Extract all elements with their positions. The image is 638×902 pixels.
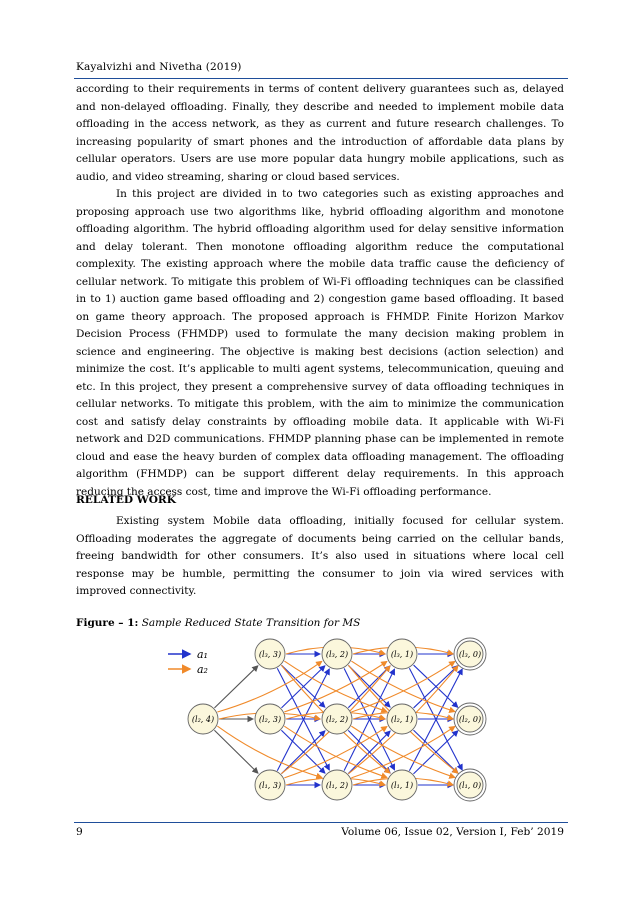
- svg-text:(l₁, 1): (l₁, 1): [390, 781, 414, 790]
- svg-text:(l₃, 3): (l₃, 3): [258, 650, 282, 659]
- volume-info: Volume 06, Issue 02, Version I, Feb’ 2019: [341, 826, 564, 838]
- node-l3-0: [454, 638, 486, 670]
- svg-text:(l₁, 2): (l₁, 2): [325, 781, 349, 790]
- svg-text:(l₃, 2): (l₃, 2): [325, 650, 349, 659]
- node-l1-2: [322, 770, 352, 800]
- node-l2-4: [188, 704, 218, 734]
- svg-text:(l₂, 4): (l₂, 4): [191, 715, 215, 724]
- svg-text:(l₂, 0): (l₂, 0): [458, 715, 482, 724]
- paragraph-2: In this project are divided in to two categories such as existing approaches and proposing approach use two algorithms like, hybrid offloading algorithm and monotone offloading algorithm. The hybrid offloading algorithm used for delay sensitive information and delay tolerant. Then monotone offloading algorithm reduce the computational complexity. The existing approach where the mobile data traffic cause the deficiency of cellular network. To mitigate this problem of Wi-Fi offloading techniques can be classified in to 1) auction game based offloading and 2) congestion game based offloading. It based on game theory approach. The proposed approach is FHMDP. Finite Horizon Markov Decision Process (FHMDP) used to formulate the many decision making problem in science and engineering. The objective is making best decisions (action selection) and minimize the cost. It’s applicable to multi agent systems, telecommunication, queuing and etc. In this project, they present a comprehensive survey of data offloading techniques in cellular networks. To mitigate this problem, with the aim to minimize the communication cost and satisfy delay constraints by offloading mobile data. It applicable with Wi-Fi network and D2D communications. FHMDP planning phase can be implemented in remote cloud and ease the heavy burden of complex data offloading management. The offloading algorithm (FHMDP) can be support different delay requirements. In this approach reducing the access cost, time and improve the Wi-Fi offloading performance.: [76, 188, 564, 498]
- section-heading: RELATED WORK: [76, 494, 176, 506]
- figure-caption-label: Figure – 1:: [76, 617, 139, 629]
- header-rule: [74, 78, 568, 79]
- svg-text:(l₃, 1): (l₃, 1): [390, 650, 414, 659]
- node-l3-3: [255, 639, 285, 669]
- paragraph-3: Existing system Mobile data offloading, initially focused for cellular system. Offloading moderates the aggregate of documents being carried on the cellular bands, freeing bandwidth for other consumers. It’s also used in situations where local cell response may be humble, permitting the consumer to join via wired services with improved connectivity.: [76, 515, 564, 597]
- svg-text:(l₁, 3): (l₁, 3): [258, 781, 282, 790]
- node-l2-1: [387, 704, 417, 734]
- edge-start-l1: [214, 730, 257, 773]
- node-l2-0: [454, 703, 486, 735]
- related-work-block: [76, 513, 564, 601]
- figure-caption: [76, 617, 360, 629]
- legend-a1-label: a₁: [197, 648, 208, 661]
- svg-text:(l₃, 0): (l₃, 0): [458, 650, 482, 659]
- node-l1-3: [255, 770, 285, 800]
- svg-text:(l₂, 1): (l₂, 1): [390, 715, 414, 724]
- paragraph-1: according to their requirements in terms of content delivery guarantees such as, delayed and non-delayed offloading. Finally, they describe and needed to implement mobile data offloading in the access network, as they as current and future research challenges. To increasing popularity of smart phones and the introduction of affordable data plans by cellular operators. Users are use more popular data hungry mobile applications, such as audio, and video streaming, sharing or cloud based services.: [76, 83, 564, 183]
- node-l3-1: [387, 639, 417, 669]
- legend-a2-label: a₂: [197, 663, 208, 676]
- node-l1-1: [387, 770, 417, 800]
- node-l2-3: [255, 704, 285, 734]
- svg-text:(l₂, 2): (l₂, 2): [325, 715, 349, 724]
- figure-caption-text: Sample Reduced State Transition for MS: [141, 617, 361, 629]
- state-transition-diagram: [160, 632, 500, 804]
- running-header: Kayalvizhi and Nivetha (2019): [76, 61, 242, 73]
- node-l3-2: [322, 639, 352, 669]
- edge-start-l3: [214, 666, 257, 708]
- intro-text-block: [76, 81, 564, 501]
- footer-rule: [74, 822, 568, 823]
- svg-text:(l₁, 0): (l₁, 0): [458, 781, 482, 790]
- svg-text:(l₂, 3): (l₂, 3): [258, 715, 282, 724]
- node-l1-0: [454, 769, 486, 801]
- node-l2-2: [322, 704, 352, 734]
- legend: [168, 648, 208, 676]
- page-number: 9: [76, 826, 83, 838]
